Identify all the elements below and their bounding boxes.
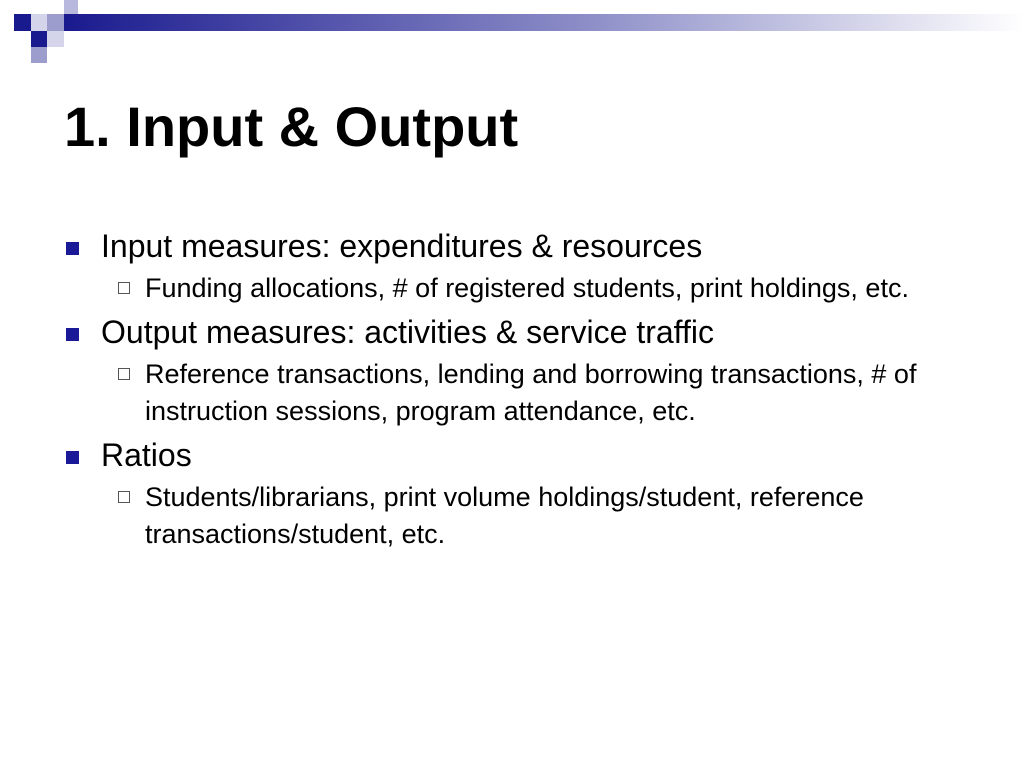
header-decoration (0, 0, 1024, 64)
hollow-square-bullet-icon (118, 491, 130, 503)
hollow-square-bullet-icon (118, 282, 130, 294)
bullet-list (64, 226, 964, 558)
sub-bullet-reference (109, 356, 964, 429)
square-bullet-icon (66, 328, 79, 341)
bullet-ratios (64, 435, 964, 475)
bullet-output-measures (64, 312, 964, 352)
hollow-square-bullet-icon (118, 368, 130, 380)
square-bullet-icon (66, 242, 79, 255)
square-bullet-icon (66, 451, 79, 464)
sub-bullet-text: Funding allocations, # of registered students, print holdings, etc. (145, 273, 909, 303)
sub-bullet-text: Students/librarians, print volume holdings/student, reference transactions/student, etc. (145, 482, 864, 549)
sub-bullet-text: Reference transactions, lending and borrowing transactions, # of instruction sessions, program attendance, etc. (145, 359, 917, 426)
sub-bullet-funding (109, 270, 964, 306)
sub-bullet-list (64, 479, 964, 552)
bullet-text: Input measures: expenditures & resources (101, 228, 703, 264)
sub-bullet-list (64, 270, 964, 306)
sub-bullet-list (64, 356, 964, 429)
bullet-text: Ratios (101, 437, 192, 474)
bullet-input-measures (64, 226, 964, 266)
bullet-text: Output measures: activities & service traffic (101, 314, 714, 351)
sub-bullet-students (109, 479, 964, 552)
slide-title: 1. Input & Output (64, 95, 519, 158)
